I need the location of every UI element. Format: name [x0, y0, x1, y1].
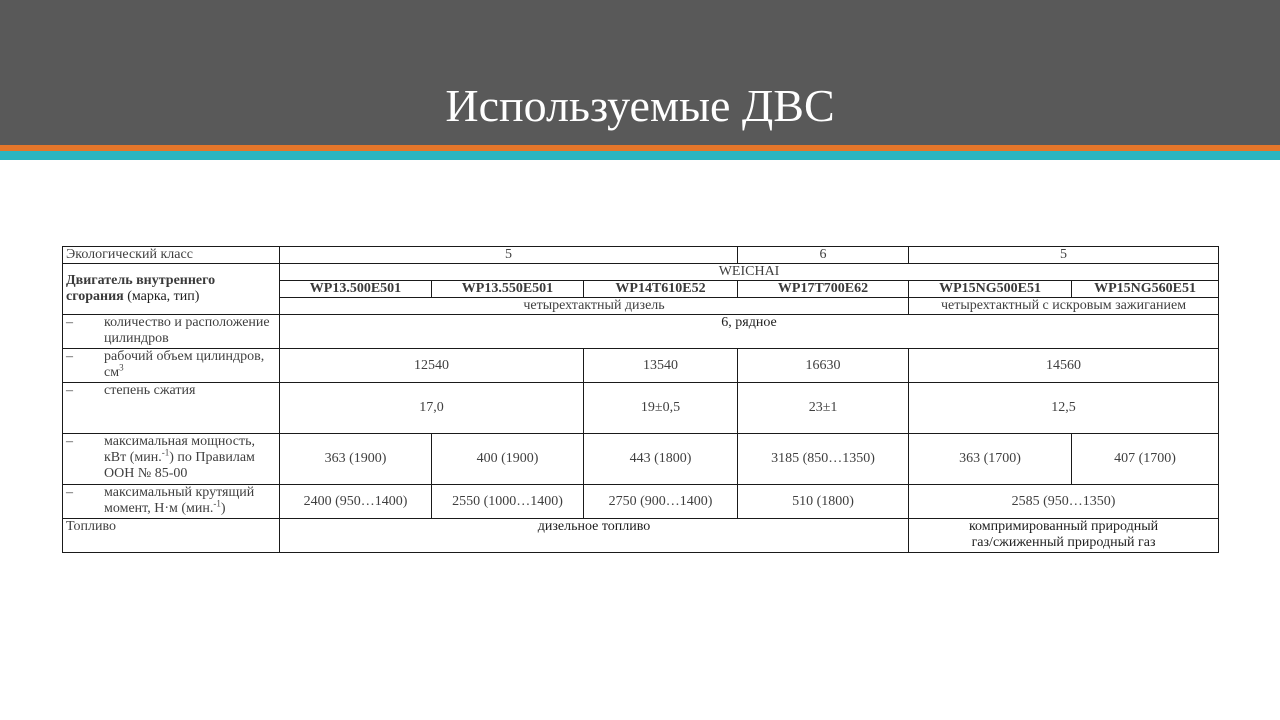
power-value-6: 407 (1700) — [1072, 434, 1219, 485]
compression-label: степень сжатия — [104, 383, 196, 398]
compression-value-3: 23±1 — [738, 383, 909, 434]
engine-label-bold: Двигатель внутреннего сгорания — [66, 273, 216, 304]
row-cylinders — [63, 315, 1219, 349]
row-eco-class — [63, 247, 1219, 264]
compression-label-cell — [63, 383, 280, 434]
eco-class-group3: 5 — [909, 247, 1219, 264]
torque-value-2: 2550 (1000…1400) — [432, 485, 584, 519]
power-label-b: ) по Правилам ООН № 85-00 — [104, 450, 255, 481]
power-label-sup: -1 — [161, 447, 170, 458]
row-torque — [63, 485, 1219, 519]
displacement-label-cell — [63, 349, 280, 383]
torque-label-sup: -1 — [213, 498, 221, 509]
row-displacement — [63, 349, 1219, 383]
model-3: WP14T610E52 — [584, 281, 738, 298]
type-diesel: четырехтактный дизель — [280, 298, 909, 315]
row-compression — [63, 383, 1219, 434]
displacement-value-3: 16630 — [738, 349, 909, 383]
compression-value-1: 17,0 — [280, 383, 584, 434]
engine-spec-table — [62, 246, 1219, 553]
row-fuel — [63, 519, 1219, 553]
compression-value-2: 19±0,5 — [584, 383, 738, 434]
power-label-a: максимальная мощность, кВт (мин. — [104, 434, 255, 465]
model-1: WP13.500E501 — [280, 281, 432, 298]
bullet-dash: – — [66, 434, 73, 449]
engine-brand: WEICHAI — [280, 264, 1219, 281]
bullet-dash: – — [66, 383, 73, 398]
power-value-4: 3185 (850…1350) — [738, 434, 909, 485]
model-6: WP15NG560E51 — [1072, 281, 1219, 298]
engine-label-rest: (марка, тип) — [123, 289, 200, 304]
cylinders-label: количество и расположение цилиндров — [104, 315, 270, 346]
type-spark: четырехтактный с искровым зажиганием — [909, 298, 1219, 315]
torque-label-cell — [63, 485, 280, 519]
power-value-3: 443 (1800) — [584, 434, 738, 485]
cylinders-label-cell — [63, 315, 280, 349]
torque-value-5: 2585 (950…1350) — [909, 485, 1219, 519]
cylinders-value: 6, рядное — [280, 315, 1219, 349]
eco-class-group2: 6 — [738, 247, 909, 264]
fuel-label: Топливо — [63, 519, 280, 553]
displacement-value-2: 13540 — [584, 349, 738, 383]
fuel-gas-cell — [909, 519, 1219, 553]
eco-class-group1: 5 — [280, 247, 738, 264]
slide-title: Используемые ДВС — [445, 80, 835, 131]
displacement-value-1: 12540 — [280, 349, 584, 383]
compression-value-4: 12,5 — [909, 383, 1219, 434]
fuel-gas-line1: компримированный природный — [968, 519, 1159, 534]
fuel-diesel: дизельное топливо — [280, 519, 909, 553]
power-value-2: 400 (1900) — [432, 434, 584, 485]
eco-class-label: Экологический класс — [63, 247, 280, 264]
displacement-value-4: 14560 — [909, 349, 1219, 383]
model-4: WP17T700E62 — [738, 281, 909, 298]
model-5: WP15NG500E51 — [909, 281, 1072, 298]
teal-stripe — [0, 151, 1280, 160]
power-value-5: 363 (1700) — [909, 434, 1072, 485]
power-value-1: 363 (1900) — [280, 434, 432, 485]
displacement-label: рабочий объем цилиндров, см — [104, 349, 265, 380]
bullet-dash: – — [66, 485, 73, 500]
torque-value-4: 510 (1800) — [738, 485, 909, 519]
displacement-label-sup: 3 — [119, 362, 124, 373]
row-power — [63, 434, 1219, 485]
engine-label-cell — [63, 264, 280, 315]
bullet-dash: – — [66, 349, 73, 364]
bullet-dash: – — [66, 315, 73, 330]
power-label-cell — [63, 434, 280, 485]
torque-value-1: 2400 (950…1400) — [280, 485, 432, 519]
torque-label-a: максимальный крутящий момент, Н·м (мин. — [104, 485, 255, 516]
torque-label-b: ) — [220, 501, 226, 516]
fuel-gas-line2: газ/сжиженный природный газ — [971, 535, 1156, 550]
torque-value-3: 2750 (900…1400) — [584, 485, 738, 519]
row-brand — [63, 264, 1219, 281]
model-2: WP13.550E501 — [432, 281, 584, 298]
